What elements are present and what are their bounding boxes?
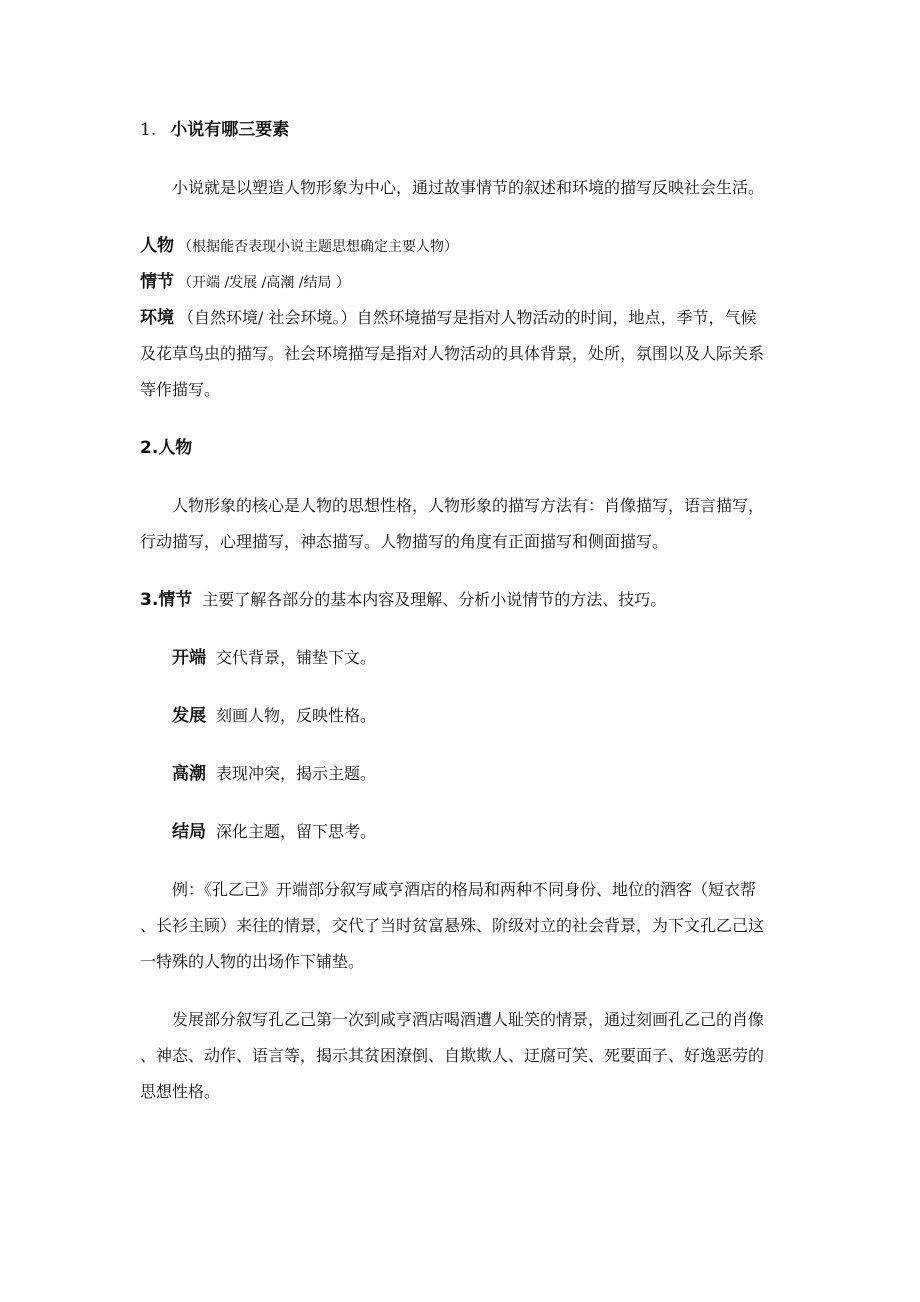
section-3-heading <box>140 590 666 610</box>
development-line-2: 、神态、动作、语言等，揭示其贫困潦倒、自欺欺人、迂腐可笑、死要面子、好逸恶劳的 <box>140 1046 765 1065</box>
plot-part-desc: 表现冲突，揭示主题。 <box>216 764 377 783</box>
section-3-subtitle: 主要了解各部分的基本内容及理解、分析小说情节的方法、技巧。 <box>202 590 667 609</box>
plot-part-desc: 刻画人物，反映性格。 <box>216 706 377 725</box>
section-2-paragraph-line-1: 人物形象的核心是人物的思想性格，人物形象的描写方法有：肖像描写，语言描写， <box>172 496 765 515</box>
section-2-heading: 2.人物 <box>140 438 193 458</box>
plot-part-term: 开端 <box>172 648 206 668</box>
section-1-title: 小说有哪三要素 <box>170 120 290 140</box>
environment-line-2: 及花草鸟虫的描写。社会环境描写是指对人物活动的具体背景，处所，氛围以及人际关系 <box>140 344 765 363</box>
plot-part-ending <box>172 822 376 842</box>
element-term: 环境 <box>140 308 174 328</box>
section-2-paragraph-line-2: 行动描写，心理描写，神态描写。人物描写的角度有正面描写和侧面描写。 <box>140 532 669 551</box>
element-environment <box>140 308 756 328</box>
example-line-1: 例：《孔乙己》开端部分叙写咸亨酒店的格局和两种不同身份、地位的酒客（短衣帮 <box>172 880 757 899</box>
plot-part-desc: 交代背景，铺垫下文。 <box>216 648 377 667</box>
plot-part-climax <box>172 764 376 784</box>
section-1-heading <box>140 120 289 140</box>
plot-part-desc: 深化主题，留下思考。 <box>216 822 377 841</box>
element-characters <box>140 236 458 257</box>
development-line-3: 思想性格。 <box>140 1082 221 1101</box>
plot-part-term: 高潮 <box>172 764 206 784</box>
plot-part-exposition <box>172 648 376 668</box>
element-note: （自然环境/ 社会环境。）自然环境描写是指对人物活动的时间，地点，季节，气候 <box>178 308 757 327</box>
element-note: （开端 /发展 /高潮 /结局 ） <box>178 275 350 291</box>
plot-part-development <box>172 706 376 726</box>
section-1-number: 1. <box>140 120 157 140</box>
plot-part-term: 结局 <box>172 822 206 842</box>
element-note: （根据能否表现小说主题思想确定主要人物） <box>178 239 458 255</box>
section-1-intro: 小说就是以塑造人物形象为中心，通过故事情节的叙述和环境的描写反映社会生活。 <box>172 178 765 197</box>
element-term: 人物 <box>140 236 174 256</box>
section-3-title: 3.情节 <box>140 590 193 610</box>
environment-line-3: 等作描写。 <box>140 380 221 399</box>
development-line-1: 发展部分叙写孔乙己第一次到咸亨酒店喝酒遭人耻笑的情景，通过刻画孔乙己的肖像 <box>172 1010 765 1029</box>
example-line-2: 、长衫主顾）来往的情景，交代了当时贫富悬殊、阶级对立的社会背景，为下文孔乙己这 <box>140 916 765 935</box>
element-plot <box>140 272 350 293</box>
element-term: 情节 <box>140 272 174 292</box>
example-line-3: 一特殊的人物的出场作下铺垫。 <box>140 952 365 971</box>
plot-part-term: 发展 <box>172 706 206 726</box>
